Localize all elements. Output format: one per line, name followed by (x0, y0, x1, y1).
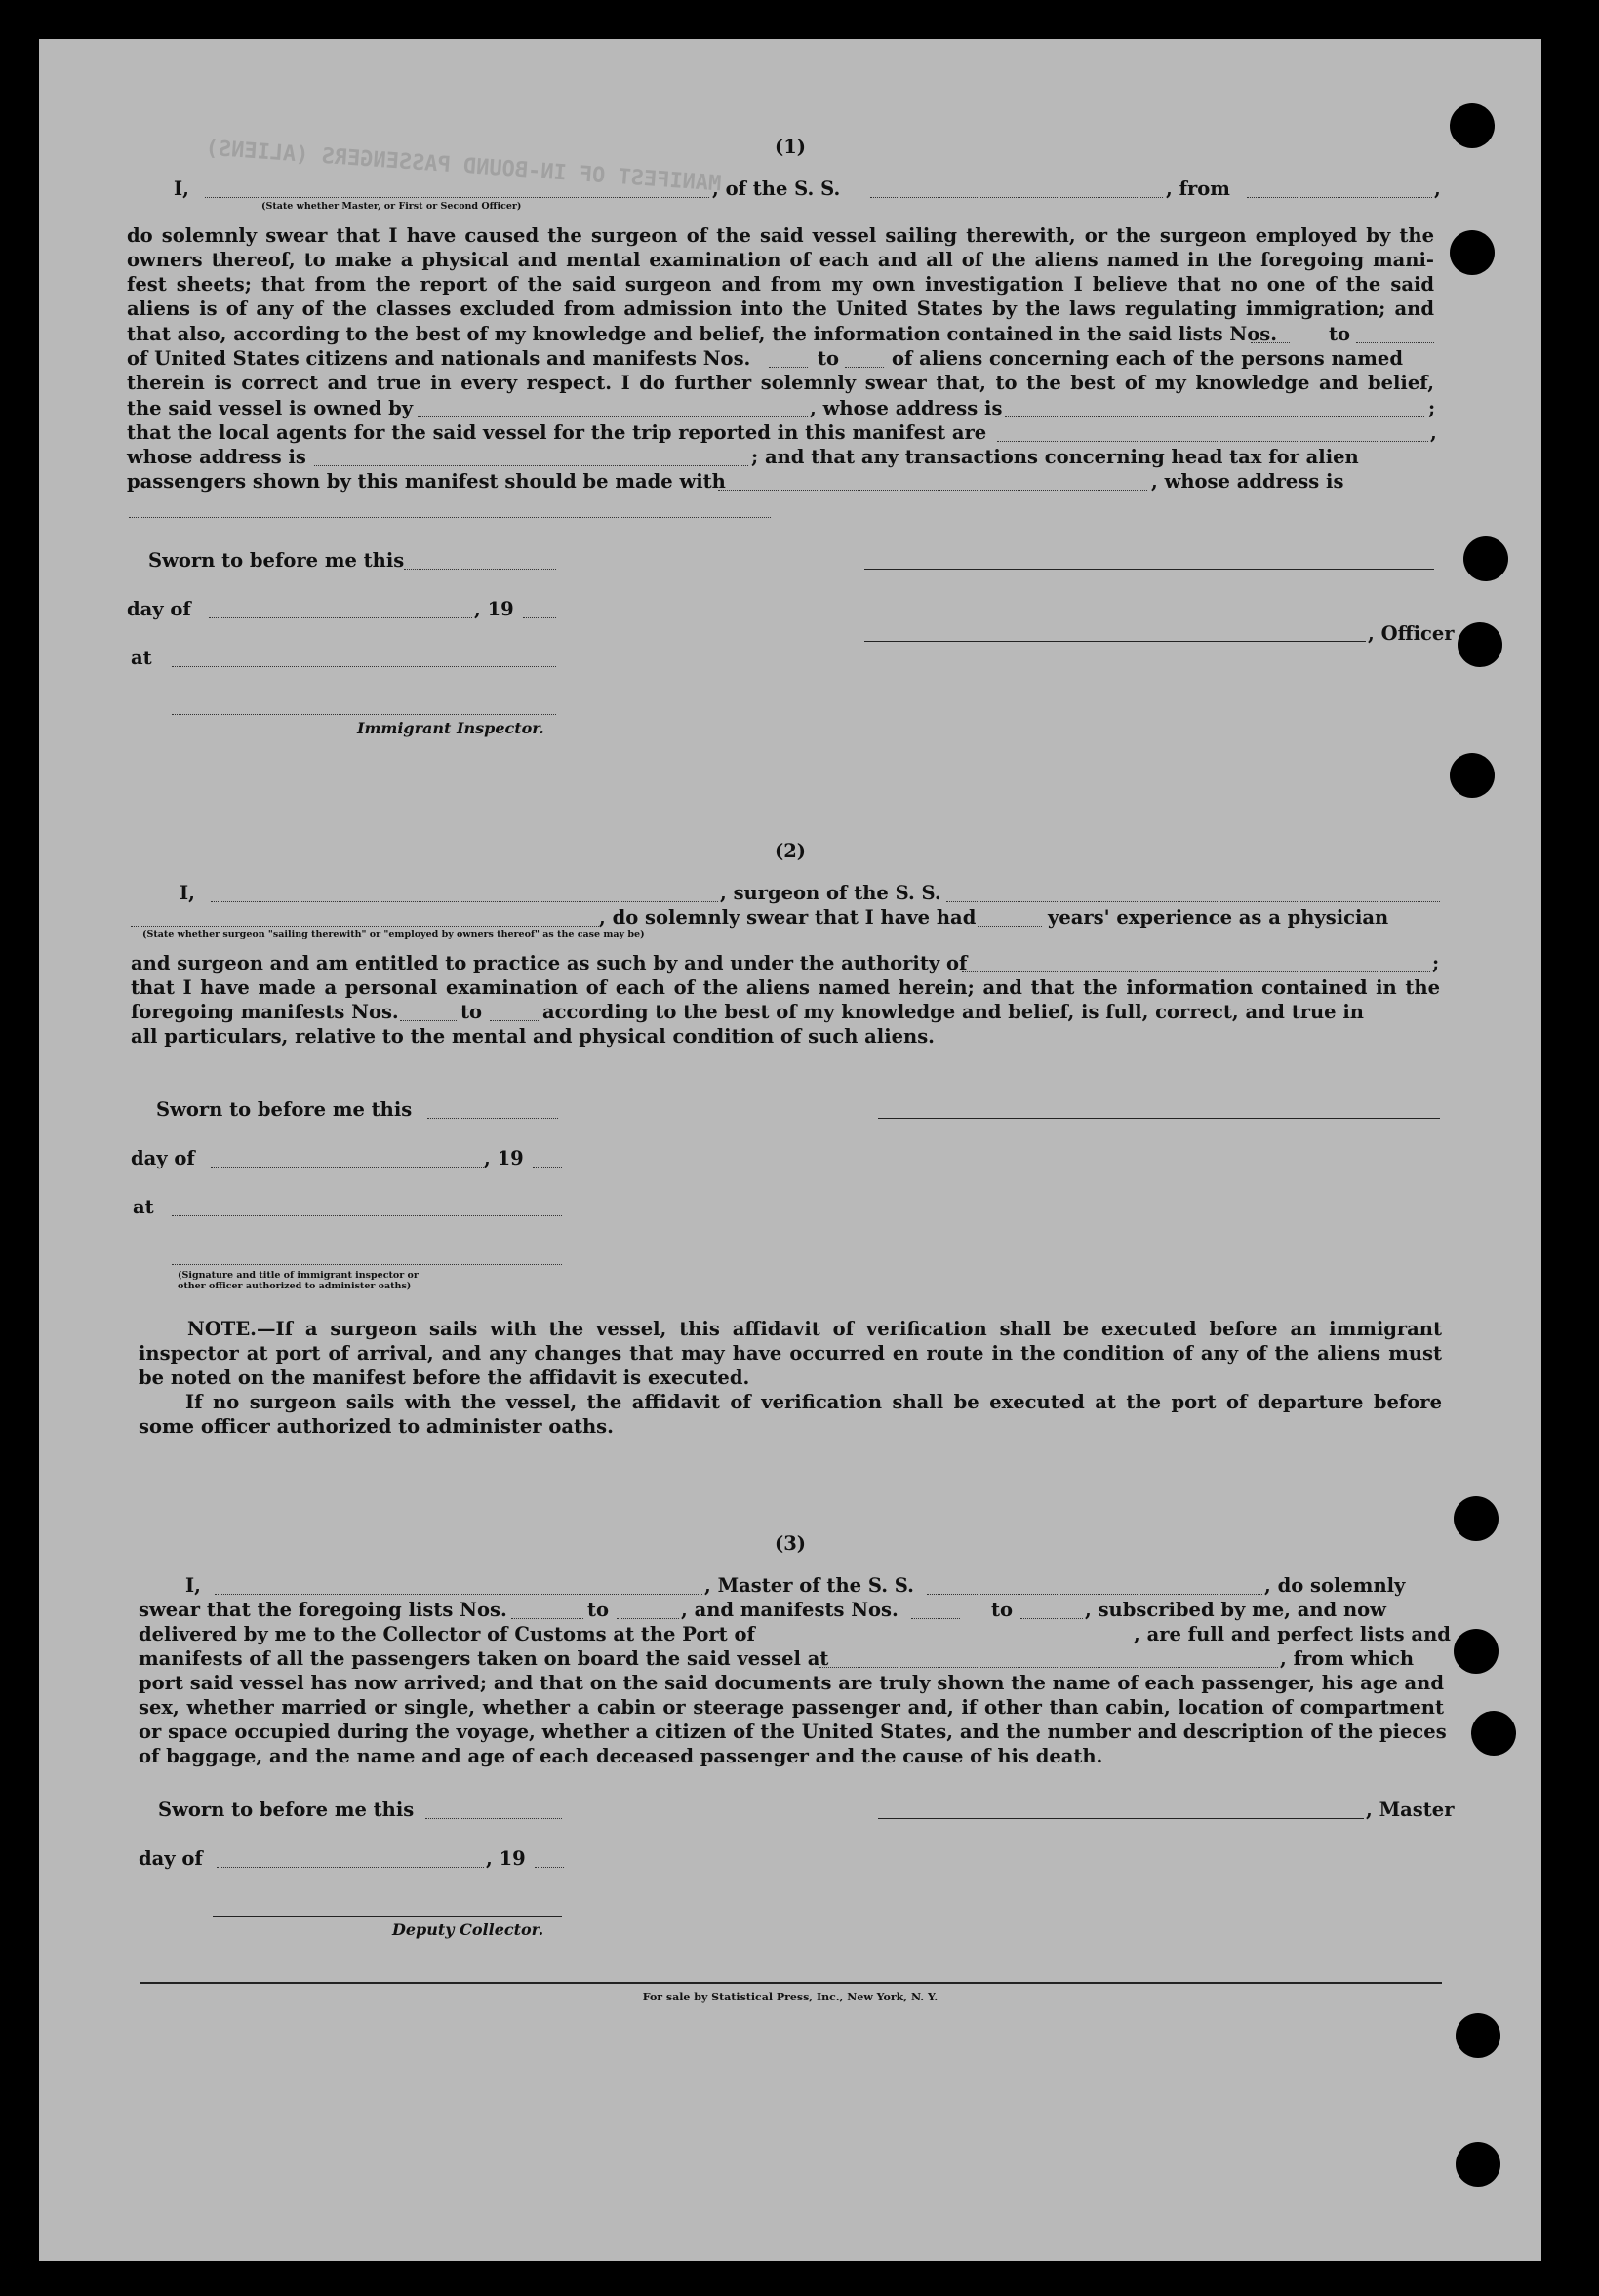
section2-number: (2) (774, 840, 807, 862)
s2-years: years' experience as a physician (1048, 906, 1389, 929)
s2-year-blank[interactable] (533, 1167, 562, 1168)
s2-vessel-blank[interactable] (946, 901, 1440, 902)
s1-comma-2: , (1430, 421, 1437, 444)
s1-officer: , Officer (1368, 622, 1455, 645)
s1-nineteen: , 19 (474, 598, 514, 620)
s3-line-2c: , and manifests Nos. (681, 1599, 899, 1621)
s1-manifest-from-blank[interactable] (769, 367, 808, 368)
s3-year-blank[interactable] (535, 1867, 564, 1868)
s1-line-5: that also, according to the best of my knowledge and belief, the information contained in the said lists Nos. (127, 323, 1278, 345)
s1-line-10: whose address is (127, 446, 306, 468)
s3-line-2a: swear that the foregoing lists Nos. (139, 1599, 507, 1621)
s1-whose-address-2: , whose address is (1151, 470, 1344, 493)
s1-line-9: that the local agents for the said vessel for the trip reported in this manifest are (127, 421, 987, 444)
s1-to-1: to (1329, 323, 1351, 345)
s1-to-2: to (818, 347, 840, 370)
s2-note-line-5: some officer authorized to administer oaths. (139, 1415, 614, 1438)
s2-surgeon-of-ss: , surgeon of the S. S. (720, 882, 941, 904)
footer-printer: For sale by Statistical Press, Inc., New York, N. Y. (642, 1991, 939, 2003)
s1-month-blank[interactable] (209, 617, 472, 618)
s1-line-11: passengers shown by this manifest should be made with (127, 470, 726, 493)
s2-at: at (133, 1196, 154, 1218)
s2-inspector-signature-line[interactable] (172, 1264, 562, 1265)
s3-manifest-to-blank[interactable] (1020, 1618, 1083, 1619)
s2-sworn: Sworn to before me this (156, 1098, 413, 1121)
binder-hole (1463, 536, 1508, 581)
s3-line-2d: to (991, 1599, 1014, 1621)
s3-line-2e: , subscribed by me, and now (1085, 1599, 1386, 1621)
s3-line-6: sex, whether married or single, whether a cabin or steerage passenger and, if other than cabin, location of compartment (139, 1696, 1444, 1719)
s3-line-4b: , from which (1280, 1647, 1415, 1670)
footer-rule (140, 1982, 1442, 1984)
s2-surgeon-signature-line[interactable] (878, 1118, 1440, 1119)
s1-line-3: fest sheets; that from the report of the said surgeon and from my own investigation I believe that no one of the said (127, 273, 1434, 296)
s2-note-label: NOTE. (187, 1318, 257, 1340)
s1-sworn-date-blank[interactable] (404, 569, 556, 570)
s2-semicolon: ; (1432, 952, 1440, 974)
s2-note-line-2: inspector at port of arrival, and any changes that may have occurred en route in the condition of any of the aliens must (139, 1342, 1442, 1365)
s2-note-text-1: —If a surgeon sails with the vessel, this affidavit of verification shall be executed before an immigrant (256, 1318, 1442, 1340)
section3-number: (3) (774, 1532, 807, 1555)
s1-semicolon-1: ; (1428, 397, 1436, 419)
s3-swear: , do solemnly (1264, 1574, 1406, 1597)
s3-master-name-blank[interactable] (215, 1594, 702, 1595)
s2-i: I, (180, 882, 195, 904)
s1-line-4: aliens is of any of the classes excluded from admission into the United States by the laws regulating immigration; and (127, 297, 1434, 320)
s2-at-blank[interactable] (172, 1215, 562, 1216)
s1-agents-blank[interactable] (997, 441, 1428, 442)
s3-sworn: Sworn to before me this (158, 1799, 415, 1821)
s1-at-blank[interactable] (172, 666, 556, 667)
s1-officer-line[interactable] (864, 641, 1366, 642)
s1-comma: , (1434, 178, 1441, 200)
s1-head-tax: ; and that any transactions concerning head tax for alien (751, 446, 1359, 468)
s3-i: I, (185, 1574, 201, 1597)
s2-nineteen: , 19 (484, 1147, 524, 1169)
s2-years-blank[interactable] (978, 926, 1042, 927)
s1-head-tax-agent-blank[interactable] (718, 490, 1147, 491)
binder-hole (1458, 622, 1502, 667)
s1-vessel-name-blank[interactable] (870, 197, 1163, 198)
s1-at: at (131, 647, 152, 669)
s1-line-8: the said vessel is owned by (127, 397, 414, 419)
s1-inspector-signature-line[interactable] (172, 714, 556, 715)
binder-hole (1454, 1496, 1499, 1541)
s1-from: , from (1166, 178, 1230, 200)
showthrough-header: MANIFEST OF IN-BOUND PASSENGERS (ALIENS) (204, 136, 723, 197)
s2-line-5a: foregoing manifests Nos. (131, 1001, 399, 1023)
s3-sworn-date-blank[interactable] (425, 1818, 562, 1819)
s1-caption-officer: (State whether Master, or First or Second Officer) (261, 201, 522, 212)
s2-swear: , do solemnly swear that I have had (599, 906, 977, 929)
s3-line-3b: , are full and perfect lists and (1134, 1623, 1451, 1645)
s1-list-to-blank[interactable] (1356, 342, 1434, 343)
s1-owner-blank[interactable] (418, 416, 808, 417)
s3-nineteen: , 19 (486, 1847, 526, 1870)
binder-hole (1471, 1711, 1516, 1756)
s1-aliens-named: of aliens concerning each of the persons named (892, 347, 1403, 370)
binder-hole (1450, 230, 1495, 275)
s3-line-8: of baggage, and the name and age of each deceased passenger and the cause of his death. (139, 1745, 1103, 1767)
s1-i: I, (174, 178, 189, 200)
s1-whose-address-1: , whose address is (810, 397, 1003, 419)
s3-line-2b: to (587, 1599, 610, 1621)
s2-manifest-to-blank[interactable] (490, 1020, 539, 1021)
s3-line-7: or space occupied during the voyage, whether a citizen of the United States, and the number and description of the pieces (139, 1721, 1447, 1743)
s1-from-blank[interactable] (1247, 197, 1432, 198)
s3-deputy-collector: Deputy Collector. (392, 1920, 544, 1939)
binder-hole (1450, 103, 1495, 148)
s1-day-of: day of (127, 598, 191, 620)
s2-line-6: all particulars, relative to the mental and physical condition of such aliens. (131, 1025, 935, 1048)
s3-line-3a: delivered by me to the Collector of Customs at the Port of (139, 1623, 755, 1645)
s2-day-of: day of (131, 1147, 195, 1169)
s1-agent-address-blank[interactable] (314, 465, 748, 466)
s2-note-line-1 (187, 1317, 1442, 1341)
s3-vessel-blank[interactable] (927, 1594, 1262, 1595)
s1-line-2: owners thereof, to make a physical and mental examination of each and all of the aliens named in the foregoing mani- (127, 249, 1434, 271)
s3-master-of-ss: , Master of the S. S. (704, 1574, 914, 1597)
s3-master-signature-line[interactable] (878, 1818, 1364, 1819)
s2-line-4: that I have made a personal examination of each of the aliens named herein; and that the information contained in the (131, 976, 1440, 999)
s2-surgeon-name-blank[interactable] (211, 901, 718, 902)
s1-sworn: Sworn to before me this (148, 549, 405, 572)
s3-deputy-signature-line[interactable] (213, 1916, 562, 1917)
s3-line-4a: manifests of all the passengers taken on board the said vessel at (139, 1647, 829, 1670)
s2-sworn-date-blank[interactable] (427, 1118, 558, 1119)
binder-hole (1454, 1629, 1499, 1674)
s1-year-blank[interactable] (523, 617, 556, 618)
s1-owner-address-blank[interactable] (1005, 416, 1424, 417)
s2-surgeon-type-blank[interactable] (131, 926, 599, 927)
s2-caption-signature-2: other officer authorized to administer oaths) (178, 1281, 412, 1291)
s2-line-5c: according to the best of my knowledge and belief, is full, correct, and true in (542, 1001, 1364, 1023)
s1-head-tax-address-blank[interactable] (129, 517, 771, 518)
s3-list-to-blank[interactable] (617, 1618, 679, 1619)
s1-officer-signature-line[interactable] (864, 569, 1434, 570)
s3-month-blank[interactable] (217, 1867, 484, 1868)
s2-line-5b: to (460, 1001, 483, 1023)
form-page (39, 39, 1541, 2261)
s2-line-3: and surgeon and am entitled to practice as such by and under the authority of (131, 952, 968, 974)
s3-day-of: day of (139, 1847, 203, 1870)
binder-hole (1450, 753, 1495, 798)
s2-caption-surgeon: (State whether surgeon "sailing therewith" or "employed by owners thereof" as the case may be) (142, 930, 645, 940)
s3-manifest-from-blank[interactable] (911, 1618, 960, 1619)
s2-caption-signature-1: (Signature and title of immigrant inspector or (178, 1270, 419, 1281)
s3-port-taken-blank[interactable] (819, 1667, 1278, 1668)
s1-line-7: therein is correct and true in every respect. I do further solemnly swear that, to the best of my knowledge and belief, (127, 372, 1434, 394)
s2-note-line-4: If no surgeon sails with the vessel, the affidavit of verification shall be executed at the port of departure before (185, 1391, 1442, 1413)
s1-immigrant-inspector: Immigrant Inspector. (357, 719, 544, 737)
s2-month-blank[interactable] (211, 1167, 484, 1168)
s3-master: , Master (1366, 1799, 1455, 1821)
section1-number: (1) (774, 136, 807, 158)
s3-line-5: port said vessel has now arrived; and that on the said documents are truly shown the name of each passenger, his age and (139, 1672, 1444, 1694)
s1-officer-name-blank[interactable] (205, 197, 709, 198)
s2-authority-blank[interactable] (962, 971, 1430, 972)
s1-line-6: of United States citizens and nationals and manifests Nos. (127, 347, 751, 370)
s1-of-ss: , of the S. S. (712, 178, 841, 200)
s1-list-from-blank[interactable] (1251, 342, 1290, 343)
binder-hole (1456, 2013, 1500, 2058)
binder-hole (1456, 2142, 1500, 2187)
s3-list-from-blank[interactable] (511, 1618, 583, 1619)
s1-line-1: do solemnly swear that I have caused the surgeon of the said vessel sailing therewith, or the surgeon employed by the (127, 224, 1434, 247)
s2-manifest-from-blank[interactable] (400, 1020, 457, 1021)
s2-note-line-3: be noted on the manifest before the affidavit is executed. (139, 1366, 750, 1389)
s1-manifest-to-blank[interactable] (845, 367, 884, 368)
